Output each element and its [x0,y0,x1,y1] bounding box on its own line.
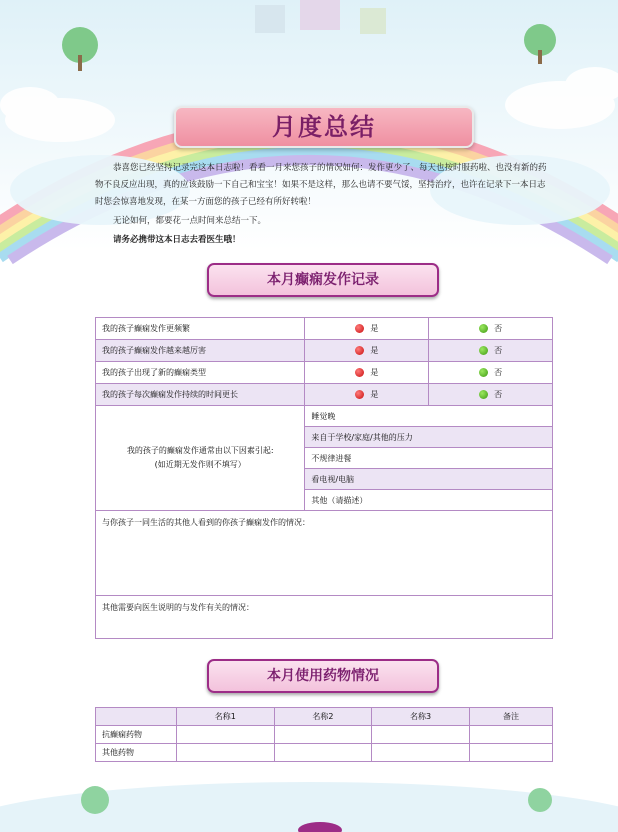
green-face-icon [479,346,488,355]
input-cell[interactable] [372,726,470,744]
table-row [96,744,553,762]
table-row [96,318,553,340]
no-label: 否 [494,390,503,399]
trigger-option[interactable]: 来自于学校/家庭/其他的压力 [305,427,553,448]
section-title-text: 本月使用药物情况 [267,668,379,684]
section-title-medication [207,659,439,693]
trigger-option[interactable]: 不规律进餐 [305,448,553,469]
intro-paragraph-2: 无论如何，都要花一点时间来总结一下。 [113,216,267,226]
question-cell: 我的孩子每次癫痫发作持续的时间更长 [96,384,305,406]
row-label: 抗癫痫药物 [96,726,177,744]
table-row [96,596,553,639]
intro-text [95,160,553,249]
input-cell[interactable] [177,726,275,744]
table-row [96,340,553,362]
trigger-note: (如近期无发作则不填写） [154,460,246,469]
header-cell: 名称3 [372,708,470,726]
no-label: 否 [494,346,503,355]
page-title: 月度总结 [272,113,376,141]
trigger-option[interactable]: 看电视/电脑 [305,469,553,490]
section-title-text: 本月癫痫发作记录 [267,272,379,288]
red-face-icon [355,368,364,377]
table-row [96,406,553,427]
red-face-icon [355,346,364,355]
table-row [96,726,553,744]
page-title-banner [174,106,474,148]
input-cell[interactable] [274,744,372,762]
no-option[interactable] [429,384,553,406]
no-option[interactable] [429,318,553,340]
header-cell: 名称2 [274,708,372,726]
red-face-icon [355,324,364,333]
yes-option[interactable] [305,362,429,384]
yes-option[interactable] [305,340,429,362]
section-title-seizure-record [207,263,439,297]
table-row [96,362,553,384]
green-face-icon [479,368,488,377]
table-row [96,384,553,406]
seizure-record-table [95,317,553,639]
question-cell: 我的孩子出现了新的癫痫类型 [96,362,305,384]
observers-field[interactable]: 与你孩子一同生活的其他人看到的你孩子癫痫发作的情况： [96,511,553,596]
green-face-icon [479,324,488,333]
yes-label: 是 [370,368,379,377]
red-face-icon [355,390,364,399]
green-face-icon [479,390,488,399]
yes-label: 是 [370,390,379,399]
row-label: 其他药物 [96,744,177,762]
no-label: 否 [494,368,503,377]
no-label: 否 [494,324,503,333]
intro-paragraph-3: 请务必携带这本日志去看医生哦！ [113,235,241,245]
question-cell: 我的孩子癫痫发作越来越厉害 [96,340,305,362]
other-notes-field[interactable]: 其他需要向医生说明的与发作有关的情况： [96,596,553,639]
header-cell [96,708,177,726]
trigger-option[interactable]: 睡觉晚 [305,406,553,427]
header-cell: 备注 [469,708,552,726]
trigger-question: 我的孩子的癫痫发作通常由以下因素引起: [126,446,274,455]
input-cell[interactable] [469,726,552,744]
yes-label: 是 [370,324,379,333]
bottom-scenery [0,782,618,832]
yes-label: 是 [370,346,379,355]
no-option[interactable] [429,340,553,362]
input-cell[interactable] [177,744,275,762]
medication-table [95,707,553,762]
table-row [96,511,553,596]
yes-option[interactable] [305,318,429,340]
input-cell[interactable] [274,726,372,744]
no-option[interactable] [429,362,553,384]
yes-option[interactable] [305,384,429,406]
trigger-question-cell [96,406,305,511]
table-header-row [96,708,553,726]
input-cell[interactable] [469,744,552,762]
header-cell: 名称1 [177,708,275,726]
input-cell[interactable] [372,744,470,762]
trigger-option[interactable]: 其他（请描述） [305,490,553,511]
intro-paragraph-1: 恭喜您已经坚持记录完这本日志啦！看看一月来您孩子的情况如何：发作更少了、每天也按时服药啦、也没有新的药物不良反应出现，真的应该鼓励一下自己和宝宝！如果不是这样，那么也请不要气馁，坚持治疗，也许在记录下一本日志时您会惊喜地发现，在某一方面您的孩子已经有所好转啦！ [95,163,547,207]
question-cell: 我的孩子癫痫发作更频繁 [96,318,305,340]
